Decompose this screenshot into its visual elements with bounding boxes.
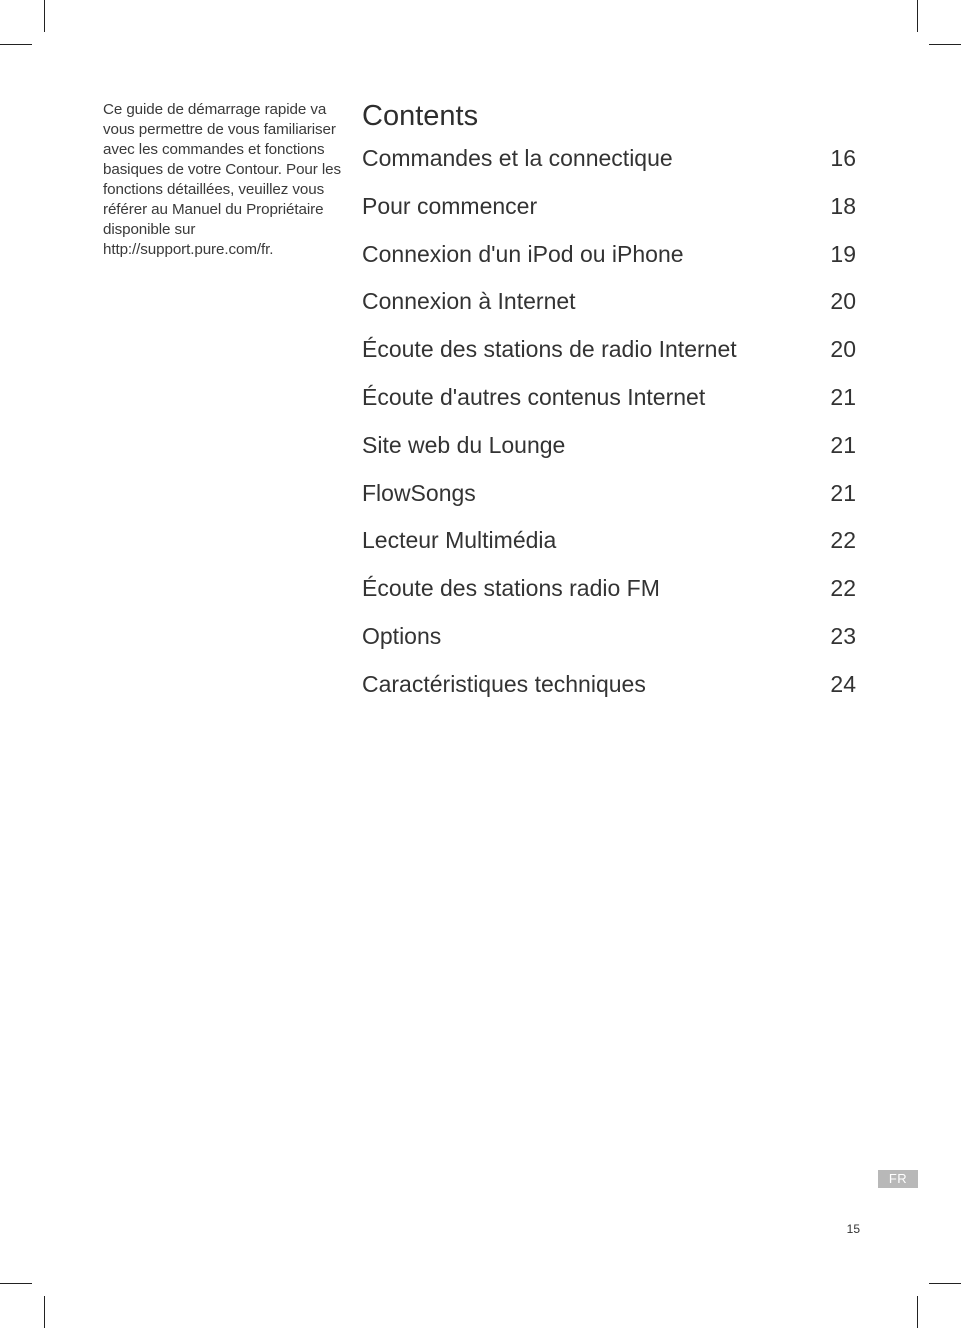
crop-mark-bottom-left-vertical <box>44 1296 45 1328</box>
toc-entry-label: Écoute des stations radio FM <box>362 575 660 602</box>
toc-entry[interactable] <box>362 379 858 427</box>
toc-entry[interactable] <box>362 188 858 236</box>
toc-entry-page: 19 <box>830 240 856 267</box>
toc-entry-page: 16 <box>830 145 856 171</box>
toc-entry-label: Écoute d'autres contenus Internet <box>362 383 706 410</box>
toc-entry-page: 20 <box>830 288 856 315</box>
toc-entry-page: 22 <box>830 575 856 602</box>
toc-entry-label: Écoute des stations de radio Internet <box>362 336 737 363</box>
toc-entry-label: Pour commencer <box>362 192 538 219</box>
toc-entry-page: 22 <box>830 527 856 554</box>
toc-entry[interactable] <box>362 331 858 379</box>
toc-entry-label: Site web du Lounge <box>362 431 566 458</box>
toc-entry[interactable] <box>362 618 858 666</box>
crop-mark-bottom-left-horizontal <box>0 1283 32 1284</box>
intro-paragraph: Ce guide de démarrage rapide va vous permettre de vous familiariser avec les commandes et fonctions basiques de votre Contour. Pour les fonctions détaillées, veuillez vous référer au Manuel du Propriétaire disponible sur http://support.pure.com/fr. <box>103 101 341 258</box>
toc-entry-label: Connexion à Internet <box>362 288 576 315</box>
page-number: 15 <box>846 1222 860 1236</box>
toc-entry-page: 21 <box>830 383 856 410</box>
crop-mark-top-left-vertical <box>44 0 45 32</box>
toc-entry[interactable] <box>362 570 858 618</box>
toc-entry-page: 21 <box>830 479 856 506</box>
toc-entry-page: 23 <box>830 622 856 649</box>
toc-entry-page: 24 <box>830 670 856 697</box>
toc-entry-page: 21 <box>830 431 856 458</box>
language-badge: FR <box>878 1170 918 1188</box>
toc-entry-label: Options <box>362 622 442 649</box>
toc-entry-label: Lecteur Multimédia <box>362 527 557 554</box>
toc-entry[interactable] <box>362 140 858 188</box>
toc-entry[interactable] <box>362 666 858 714</box>
crop-mark-bottom-right-vertical <box>917 1296 918 1328</box>
toc-entry[interactable] <box>362 475 858 523</box>
toc-entry-label: Caractéristiques techniques <box>362 670 646 697</box>
crop-mark-top-left-horizontal <box>0 44 32 45</box>
crop-mark-bottom-right-horizontal <box>929 1283 961 1284</box>
toc-entry[interactable] <box>362 283 858 331</box>
crop-mark-top-right-horizontal <box>929 44 961 45</box>
toc-entry-label: Commandes et la connectique <box>362 145 673 171</box>
toc-entry-label: Connexion d'un iPod ou iPhone <box>362 240 684 267</box>
toc-entry[interactable] <box>362 522 858 570</box>
toc-entry-label: FlowSongs <box>362 479 476 506</box>
contents-title: Contents <box>362 100 479 132</box>
table-of-contents <box>362 140 858 714</box>
toc-entry-page: 18 <box>830 192 856 219</box>
toc-entry-page: 20 <box>830 336 856 363</box>
toc-entry[interactable] <box>362 427 858 475</box>
toc-entry[interactable] <box>362 236 858 284</box>
crop-mark-top-right-vertical <box>917 0 918 32</box>
